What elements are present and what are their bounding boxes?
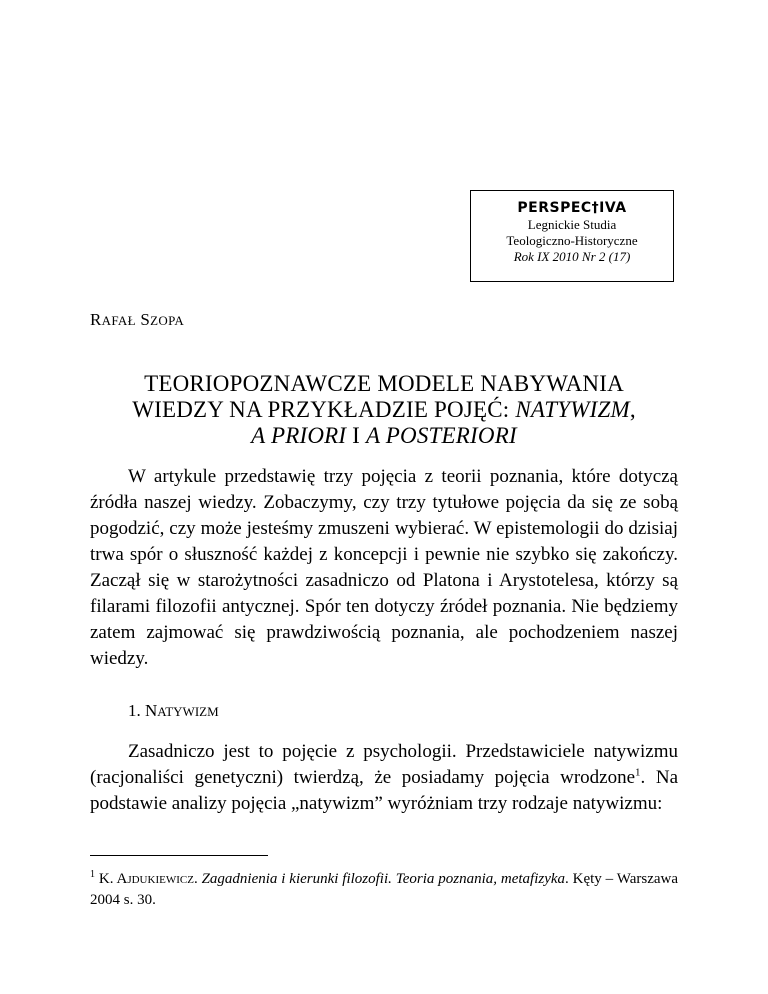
footnote-author-rest: JDUKIEWICZ [127, 874, 194, 886]
journal-issue: Rok IX 2010 Nr 2 (17) [513, 249, 631, 264]
section-heading [128, 701, 219, 721]
footnote-divider [90, 855, 268, 856]
author-last-initial: S [140, 310, 151, 329]
footnote-rest: . Kęty – Warszawa 2004 s. 30. [90, 871, 679, 908]
author-first-rest: AFAŁ [101, 313, 136, 328]
title-line-2-plain: WIEDZY NA PRZYKŁADZIE POJĘĆ: [132, 397, 516, 422]
section-initial: N [145, 701, 158, 720]
author-name [90, 310, 184, 330]
footnote-author-initial: K. A [98, 871, 128, 887]
section-paragraph [90, 739, 678, 817]
journal-subtitle-line2: Teologiczno-Historyczne [506, 233, 638, 248]
footnote-reference[interactable]: 1 [635, 766, 641, 779]
title-line-3 [60, 423, 708, 449]
author-last-rest: ZOPA [150, 313, 185, 328]
footnote [90, 865, 678, 910]
journal-name: PERSPEC†IVA [517, 200, 627, 216]
title-line-2-comma: , [629, 397, 636, 422]
title-line-2 [60, 397, 708, 423]
footnote-author-end: . [193, 871, 202, 887]
footnote-number: 1 [90, 869, 95, 880]
journal-subtitle-line1: Legnickie Studia [527, 217, 617, 232]
section-rest: ATYWIZM [157, 704, 219, 719]
journal-info-box [470, 190, 674, 282]
author-first-initial: R [90, 310, 102, 329]
footnote-book-title: Zagadnienia i kierunki filozofii. Teoria poznania, metafizyka [201, 871, 566, 887]
title-line-2-italic: NATYWIZM [515, 397, 630, 422]
title-line-1: TEORIOPOZNAWCZE MODELE NABYWANIA [144, 371, 624, 396]
intro-paragraph: W artykule przedstawię trzy pojęcia z teorii poznania, które dotyczą źródła naszej wiedzy. Zobaczymy, czy trzy tytułowe pojęcia da się ze sobą pogodzić, czy może jesteśmy zmuszeni wybierać. W epistemologii do dzisiaj trwa spór o słuszność każdej z koncepcji i pewnie nie szybko się zakończy. Zaczął się w starożytności zasadniczo od Platona i Arystotelesa, którzy są filarami filozofii antycznej. Spór ten dotyczy źródeł poznania. Nie będziemy zatem zajmować się prawdziwością poznania, ale pochodzeniem naszej wiedzy. [90, 466, 678, 669]
section-paragraph-text-2: . Na podstawie analizy pojęcia „natywizm” wyróżniam trzy rodzaje natywizmu: [90, 767, 679, 814]
title-a-posteriori: A POSTERIORI [366, 423, 517, 448]
section-number: 1. [128, 701, 145, 720]
section-paragraph-text-1: Zasadniczo jest to pojęcie z psychologii. Przedstawiciele natywizmu (racjonaliści genetyczni) twierdzą, że posiadamy pojęcia wrodzone [90, 741, 678, 788]
title-a-priori: A PRIORI [251, 423, 347, 448]
title-connector: I [346, 423, 366, 448]
article-title [60, 371, 708, 449]
